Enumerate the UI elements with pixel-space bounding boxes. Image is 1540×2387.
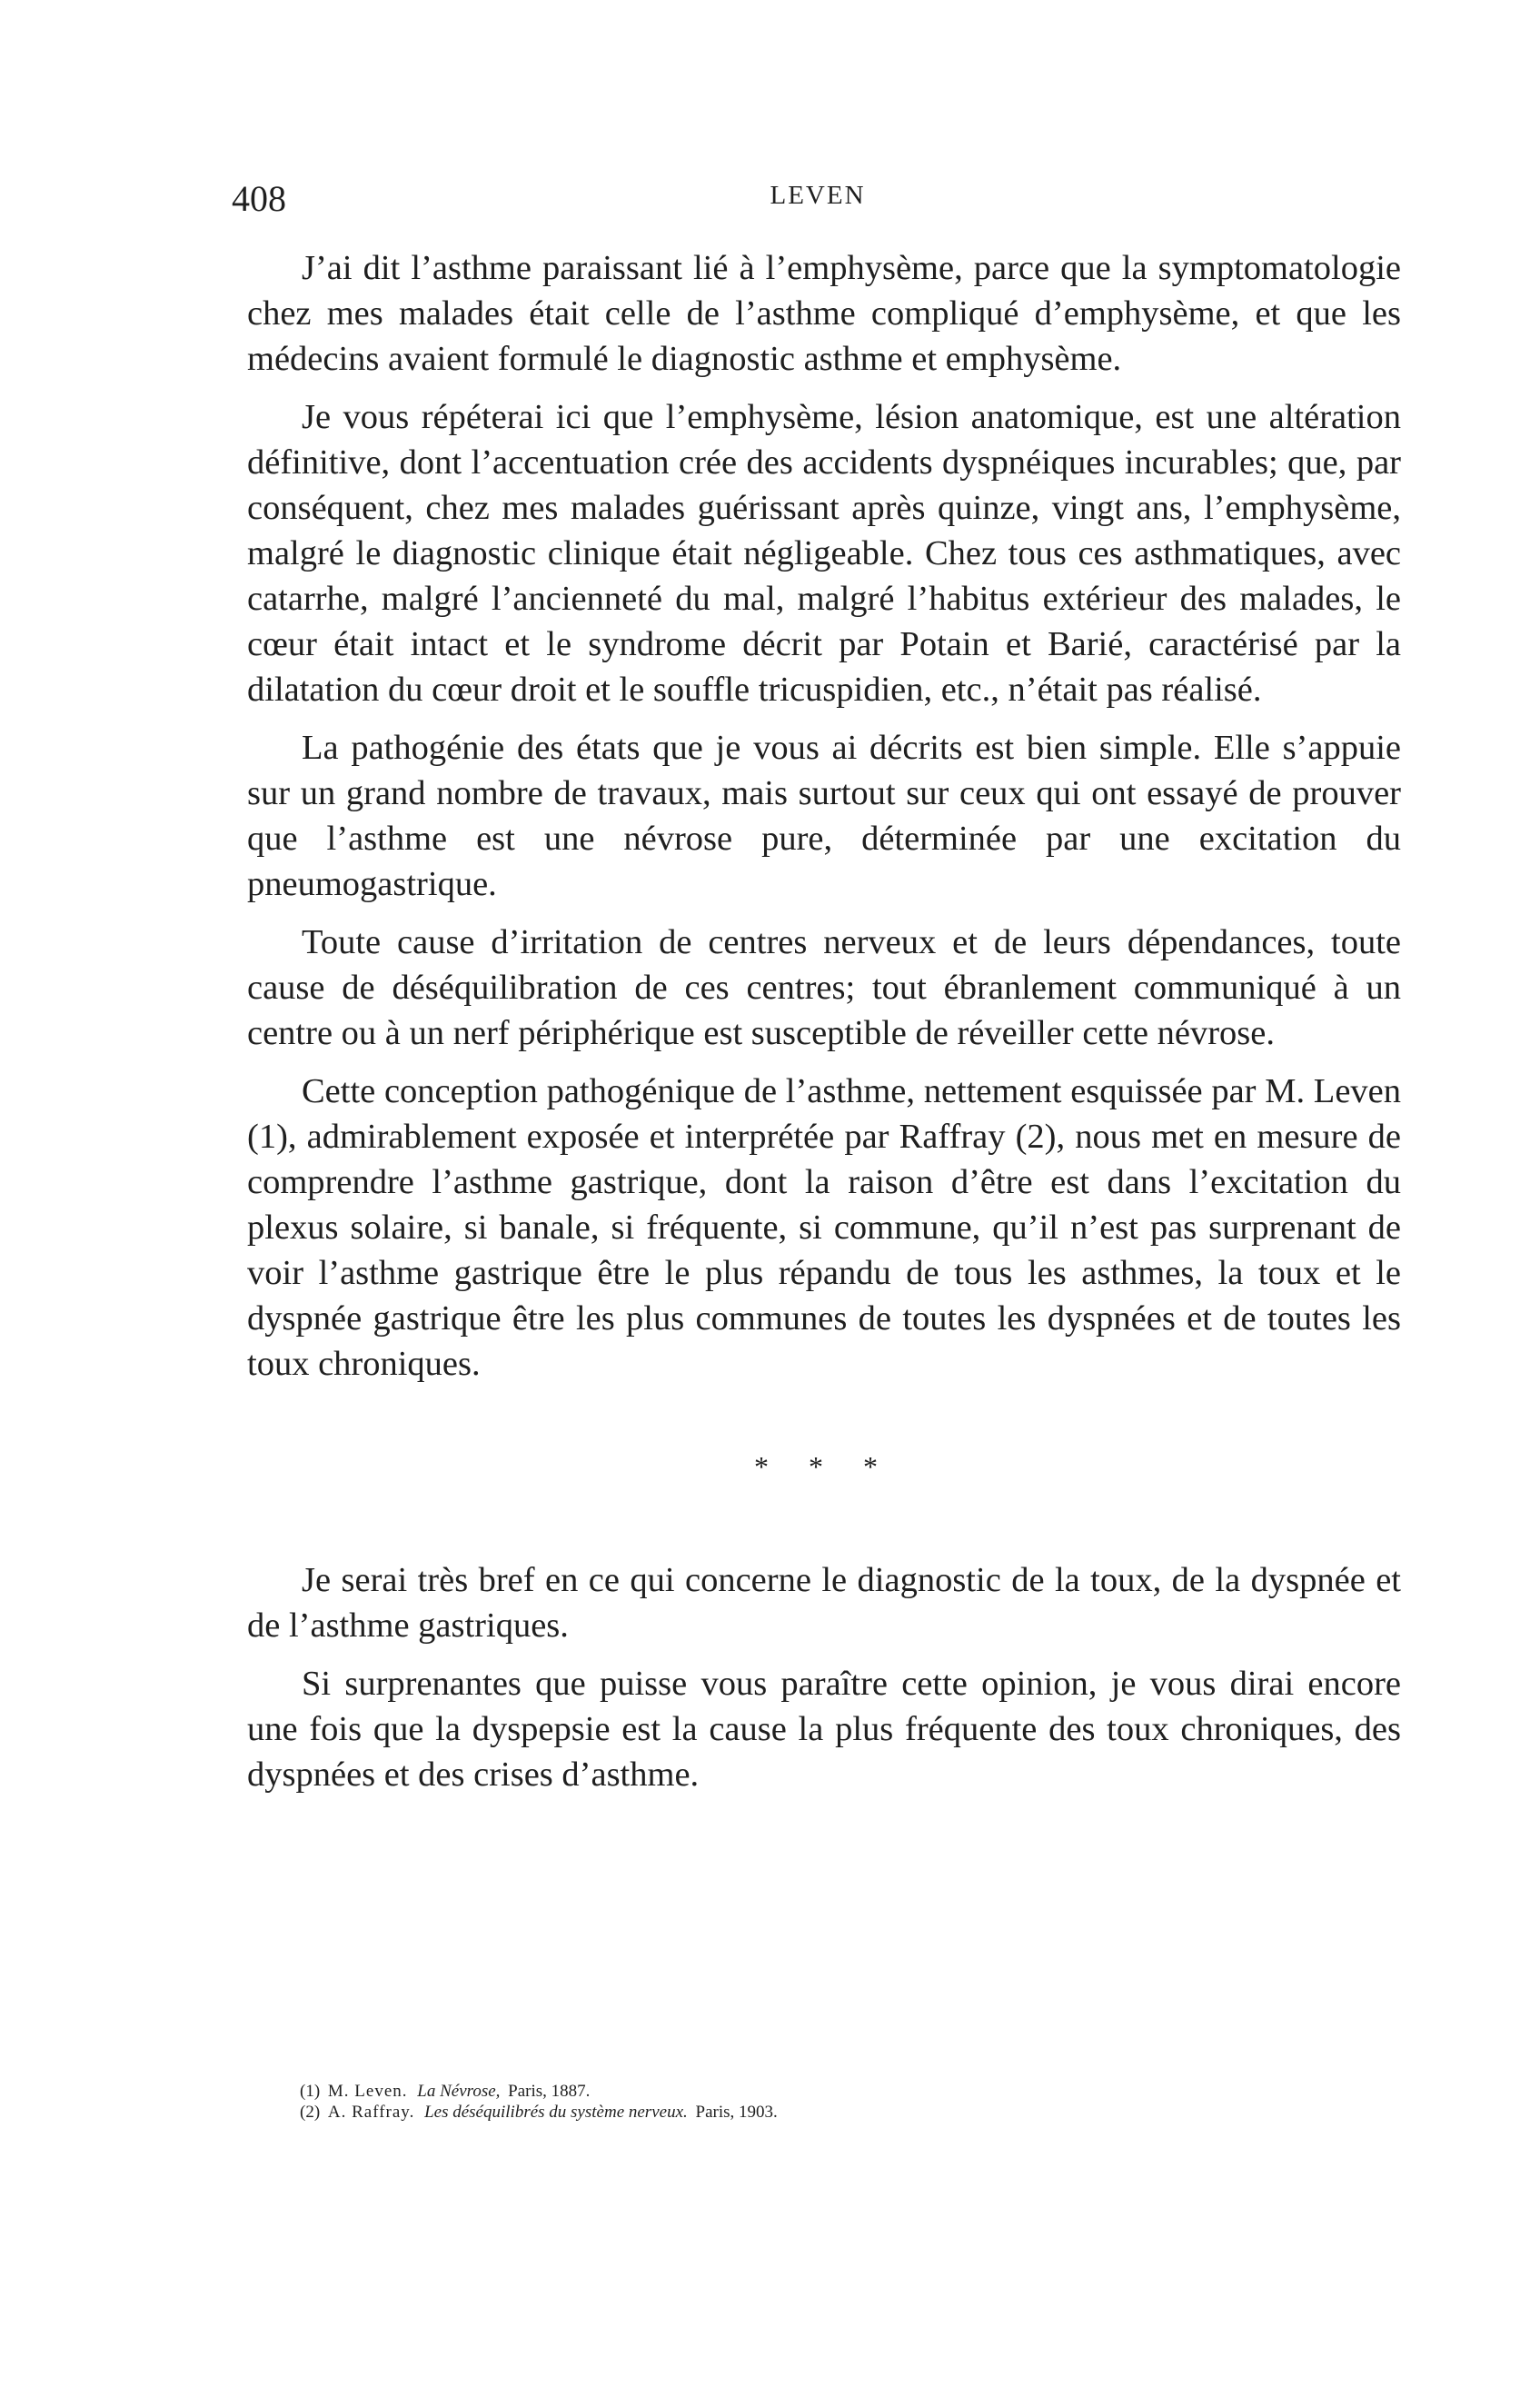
paragraph-dyspepsia-cause: Si surprenantes que puisse vous paraître cette opinion, je vous dirai encore une fois que la dyspepsie est la cause la plus fréquente des toux chroniques, des dyspnées et des crises d’asthme. bbox=[247, 1665, 1401, 1794]
paragraph-diagnosis-brief: Je serai très bref en ce qui concerne le diagnostic de la toux, de la dyspnée et de l’asthme gastriques. bbox=[247, 1561, 1401, 1645]
footnote-1 bbox=[300, 2081, 1208, 2102]
section-separator: * * * bbox=[754, 1450, 894, 1483]
footnote-publication: Paris, 1903. bbox=[695, 2103, 778, 2122]
paragraph-emphysema-lesion: Je vous répéterai ici que l’emphysème, lésion anatomique, est une altération définitive, dont l’accentuation crée des accidents dyspnéiques incurables; que, par conséquent, chez mes malades guérissant après quinze, vingt ans, l’emphysème, malgré le diagnostic clinique était négligeable. Chez tous ces asthmatiques, avec catarrhe, malgré l’ancienneté du mal, malgré l’habitus extérieur des malades, le cœur était intact et le syndrome décrit par Potain et Barié, caractérisé par la dilatation du cœur droit et le souffle tricuspidien, etc., n’était pas réalisé. bbox=[247, 398, 1401, 709]
footnote-2 bbox=[300, 2102, 1208, 2123]
footnote-author: M. Leven. bbox=[327, 2082, 408, 2101]
page-number: 408 bbox=[232, 178, 286, 219]
paragraph-gastric-asthma-conception: Cette conception pathogénique de l’asthme, nettement esquissée par M. Leven (1), admirablement exposée et interprétée par Raffray (2), nous met en mesure de comprendre l’asthme gastrique, dont la raison d’être est dans l’excitation du plexus solaire, si banale, si fréquente, si commune, qu’il n’est pas surprenant de voir l’asthme gastrique être le plus répandu de tous les asthmes, la toux et le dyspnée gastrique être les plus communes de toutes les dyspnées et de toutes les toux chroniques. bbox=[247, 1072, 1401, 1383]
running-title: LEVEN bbox=[770, 181, 866, 210]
paragraph-irritation-causes: Toute cause d’irritation de centres nerveux et de leurs dépendances, toute cause de déséquilibration de ces centres; tout ébranlement communiqué à un centre ou à un nerf périphérique est susceptible de réveiller cette névrose. bbox=[247, 923, 1401, 1052]
running-head bbox=[232, 177, 1404, 223]
body-text bbox=[247, 245, 1401, 1810]
paragraph-pathogenesis: La pathogénie des états que je vous ai décrits est bien simple. Elle s’appuie sur un grand nombre de travaux, mais surtout sur ceux qui ont essayé de prouver que l’asthme est une névrose pure, déterminée par une excitation du pneumogastrique. bbox=[247, 729, 1401, 903]
footnote-number: (2) bbox=[300, 2103, 321, 2122]
paragraph-emphysema-diagnosis: J’ai dit l’asthme paraissant lié à l’emphysème, parce que la symptomatologie chez mes malades était celle de l’asthme compliqué d’emphysème, et que les médecins avaient formulé le diagnostic asthme et emphysème. bbox=[247, 249, 1401, 378]
footnotes bbox=[300, 2081, 1208, 2123]
footnote-work-title: La Névrose, bbox=[417, 2082, 501, 2101]
footnote-publication: Paris, 1887. bbox=[508, 2082, 591, 2101]
footnote-work-title: Les déséquilibrés du système nerveux. bbox=[424, 2103, 688, 2122]
footnote-author: A. Raffray. bbox=[327, 2103, 415, 2122]
footnote-number: (1) bbox=[300, 2082, 321, 2101]
